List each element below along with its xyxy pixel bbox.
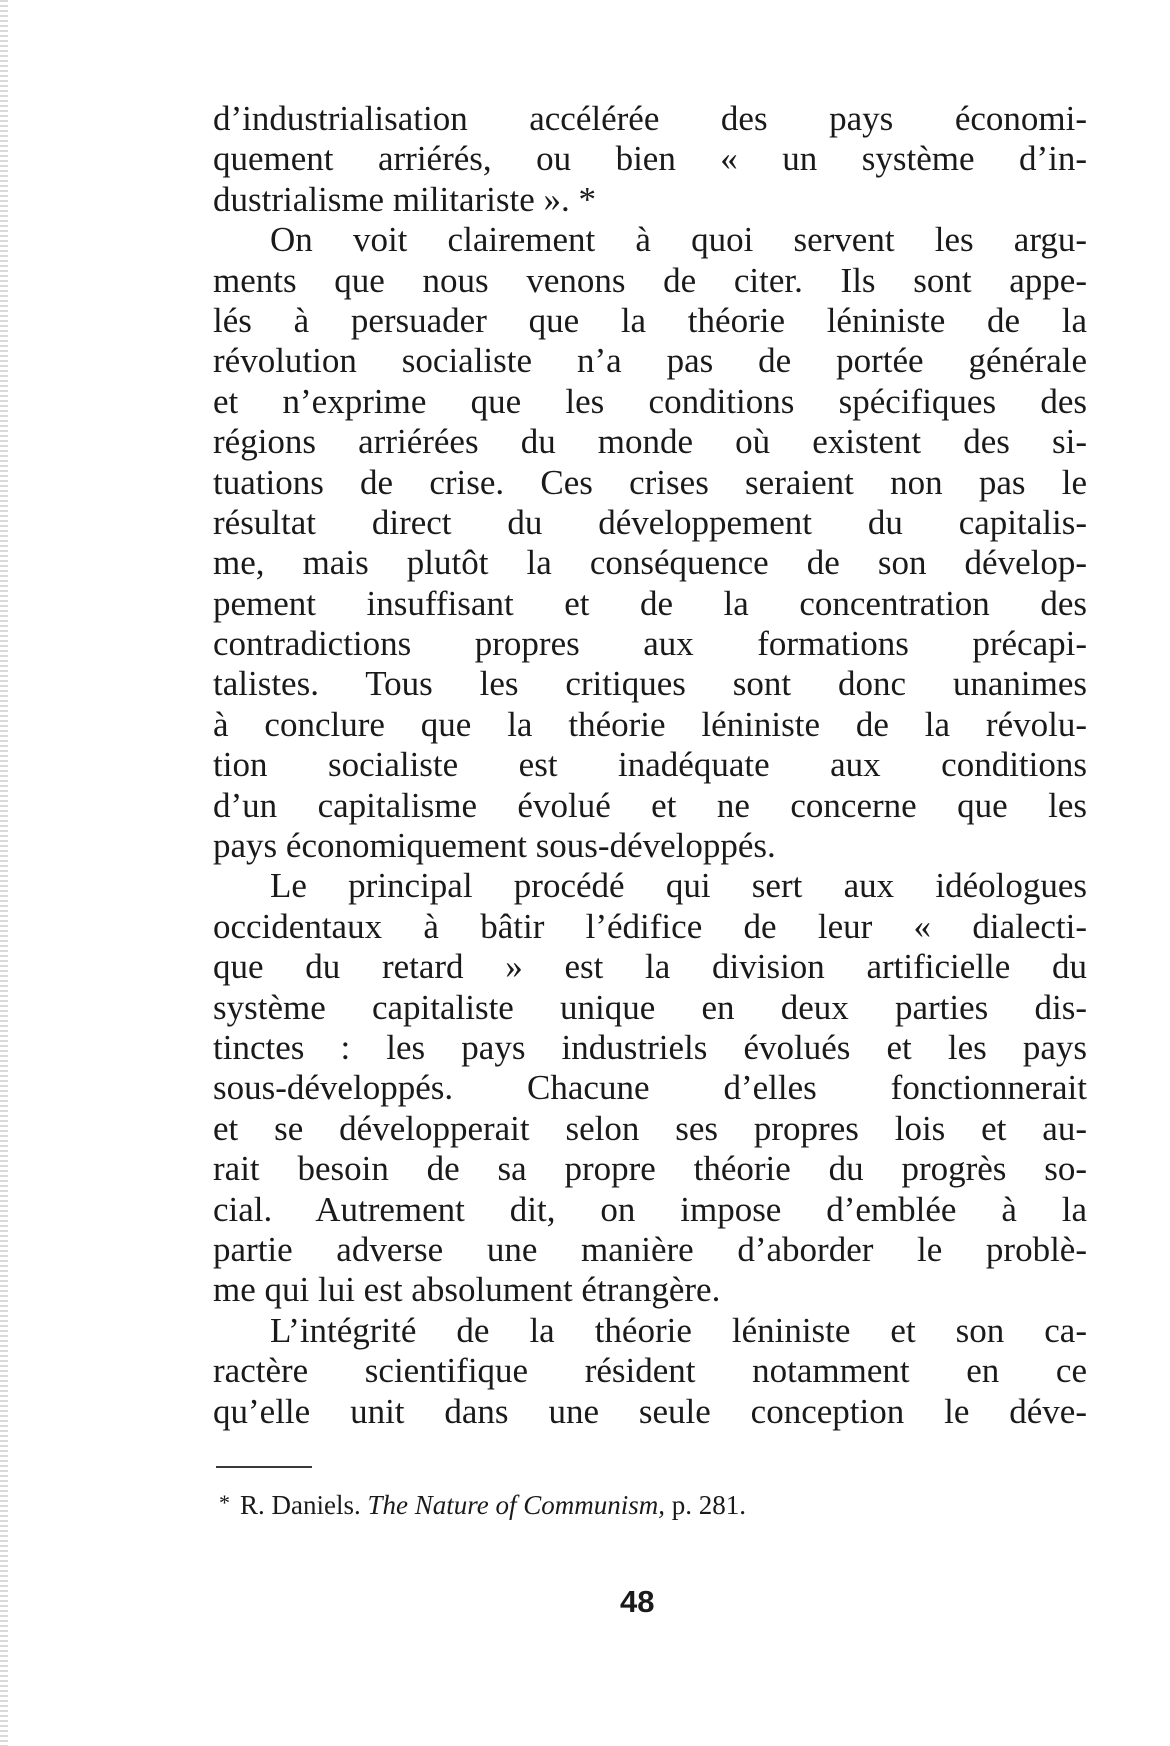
text-line: talistes. Tous les critiques sont donc unanimes — [213, 664, 1087, 704]
text-line: d’industrialisation accélérée des pays économi- — [213, 99, 1087, 138]
text-line: que du retard » est la division artificielle du — [213, 947, 1087, 987]
footnote — [219, 1486, 746, 1522]
footnote-title: The Nature of Communism, — [367, 1490, 666, 1520]
page-number: 48 — [620, 1584, 655, 1619]
text-line: occidentaux à bâtir l’édifice de leur « dialecti- — [213, 906, 1087, 946]
text-line: me qui lui est absolument étrangère. — [213, 1270, 721, 1310]
body-text — [213, 99, 1087, 1432]
text-line: partie adverse une manière d’aborder le problè- — [213, 1229, 1087, 1269]
text-line: qu’elle unit dans une seule conception le déve- — [213, 1391, 1087, 1431]
text-line: résultat direct du développement du capitalis- — [213, 502, 1087, 542]
text-line: tuations de crise. Ces crises seraient non pas le — [213, 462, 1087, 502]
text-line: dustrialisme militariste ». * — [213, 179, 597, 219]
text-line: et se développerait selon ses propres lois et au- — [213, 1108, 1087, 1148]
text-line: tinctes : les pays industriels évolués et les pays — [213, 1027, 1087, 1067]
paragraph-first-line: Le principal procédé qui sert aux idéologues — [270, 866, 1087, 906]
paragraph-first-line: On voit clairement à quoi servent les argu- — [270, 220, 1087, 260]
paragraph-first-line: L’intégrité de la théorie léniniste et son ca- — [270, 1310, 1087, 1350]
text-line: révolution socialiste n’a pas de portée générale — [213, 341, 1087, 381]
text-line: quement arriérés, ou bien « un système d’in- — [213, 139, 1087, 179]
text-line: cial. Autrement dit, on impose d’emblée à la — [213, 1189, 1087, 1229]
text-line: système capitaliste unique en deux parties dis- — [213, 987, 1087, 1027]
text-line: régions arriérées du monde où existent des si- — [213, 422, 1087, 462]
text-line: ractère scientifique résident notamment en ce — [213, 1351, 1087, 1391]
footnote-divider — [216, 1466, 312, 1468]
text-line: et n’exprime que les conditions spécifiques des — [213, 381, 1087, 421]
text-line: rait besoin de sa propre théorie du progrès so- — [213, 1149, 1087, 1189]
footnote-author: R. Daniels. — [240, 1490, 361, 1520]
text-line: sous-développés. Chacune d’elles fonctionnerait — [213, 1068, 1087, 1108]
scanned-page-edge — [0, 0, 8, 1746]
text-line: tion socialiste est inadéquate aux conditions — [213, 745, 1087, 785]
text-line: pays économiquement sous-développés. — [213, 826, 776, 866]
text-line: contradictions propres aux formations précapi- — [213, 624, 1087, 664]
text-line: pement insuffisant et de la concentration des — [213, 583, 1087, 623]
text-line: à conclure que la théorie léniniste de la révolu- — [213, 704, 1087, 744]
footnote-page: p. 281. — [671, 1490, 747, 1520]
text-line: me, mais plutôt la conséquence de son dévelop- — [213, 543, 1087, 583]
text-line: d’un capitalisme évolué et ne concerne que les — [213, 785, 1087, 825]
text-line: lés à persuader que la théorie léniniste de la — [213, 300, 1087, 340]
text-line: ments que nous venons de citer. Ils sont appe- — [213, 260, 1087, 300]
footnote-marker: * — [219, 1490, 230, 1515]
